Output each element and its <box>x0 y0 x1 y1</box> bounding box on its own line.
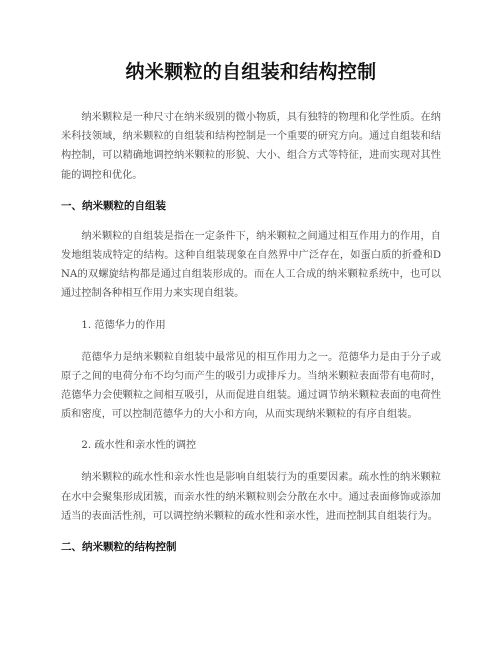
subsection-heading-hydrophobicity: 2. 疏水性和亲水性的调控 <box>81 440 197 452</box>
subsection-paragraph-hydrophobicity: 纳米颗粒的疏水性和亲水性也是影响自组装行为的重要因素。疏水性的纳米颗粒在水中会聚集形成团簇，而亲水性的纳米颗粒则会分散在水中。通过表面修饰或添加适当的表面活性剂，可以调控纳米颗粒的疏水性和亲水性，进而控制其自组装行为。 <box>61 472 441 522</box>
section-paragraph-self-assembly: 纳米颗粒的自组装是指在一定条件下，纳米颗粒之间通过相互作用力的作用，自发地组装成特定的结构。这种自组装现象在自然界中广泛存在，如蛋白质的折叠和DNA的双螺旋结构都是通过自组装形成的。而在人工合成的纳米颗粒系统中，也可以通过控制各种相互作用力来实现自组装。 <box>61 230 441 300</box>
subsection-heading-van-der-waals: 1. 范德华力的作用 <box>81 319 166 331</box>
subsection-paragraph-van-der-waals: 范德华力是纳米颗粒自组装中最常见的相互作用力之一。范德华力是由于分子或原子之间的电荷分布不均匀而产生的吸引力或排斥力。当纳米颗粒表面带有电荷时，范德华力会使颗粒之间相互吸引，从而促进自组装。通过调节纳米颗粒表面的电荷性质和密度，可以控制范德华力的大小和方向，从而实现纳米颗粒的有序自组装。 <box>61 351 441 421</box>
section-heading-self-assembly: 一、纳米颗粒的自组装 <box>61 199 166 212</box>
section-heading-structure-control: 二、纳米颗粒的结构控制 <box>61 541 177 554</box>
document-title: 纳米颗粒的自组装和结构控制 <box>125 61 377 83</box>
intro-paragraph: 纳米颗粒是一种尺寸在纳米级别的微小物质，具有独特的物理和化学性质。在纳米科技领域，纳米颗粒的自组装和结构控制是一个重要的研究方向。通过自组装和结构控制，可以精确地调控纳米颗粒的形貌、大小、组合方式等特征，进而实现对其性能的调控和优化。 <box>61 112 441 181</box>
